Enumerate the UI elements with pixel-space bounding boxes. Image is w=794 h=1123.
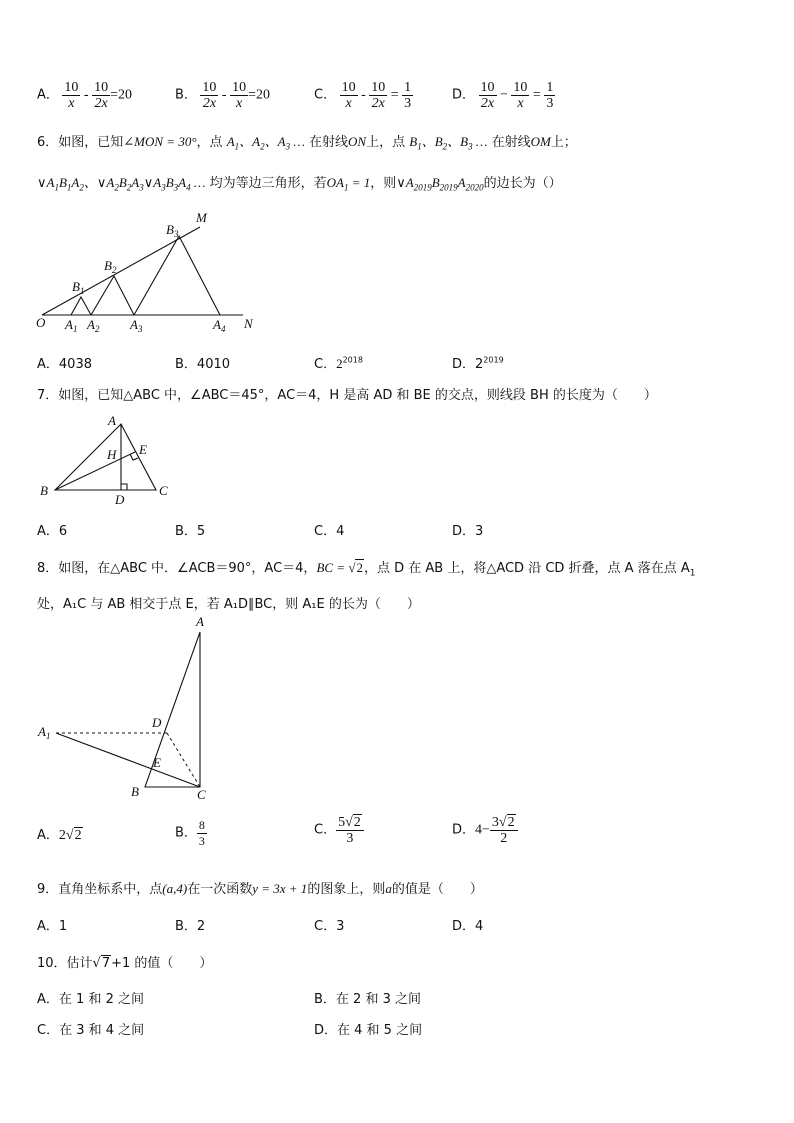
q7-figure [35, 412, 180, 507]
label-D: D [152, 715, 162, 730]
q8-stem-line2: 处，A₁C 与 AB 相交于点 E，若 A₁D∥BC，则 A₁E 的长为（ ） [37, 597, 420, 612]
label-A2: $A_2$ [87, 317, 100, 334]
label-A1: $A_1$ [65, 317, 78, 334]
label-A1: $A_1$ [38, 724, 51, 741]
q10-option-d: D．在 4 和 5 之间 [314, 1023, 423, 1038]
label-A4: $A_4$ [213, 317, 226, 334]
label-C: C [159, 483, 168, 498]
q8-option-b: B． $\frac{8}{3}$ [175, 818, 205, 848]
label-A: A [108, 413, 116, 428]
q10-option-c: C．在 3 和 4 之间 [37, 1023, 145, 1038]
q7-stem: 7．如图，已知△ABC 中，∠ABC＝45°，AC＝4，H 是高 AD 和 BE 的交点，则线段 BH 的长度为（ ） [37, 388, 657, 403]
q8-option-c: C． $\frac{5√2}{3}$ [314, 815, 364, 846]
q6-option-d: D．$2^{2019}$ [452, 355, 504, 372]
q5-option-c: C． $\frac{10}{x}$ - $\frac{10}{2x}$ = $\frac{1}{3}$ [314, 80, 412, 111]
label-B1: $B_1$ [72, 279, 85, 296]
q10-option-b: B．在 2 和 3 之间 [314, 992, 421, 1007]
label-C: C [197, 787, 206, 802]
q6-option-a: A．4038 [37, 357, 92, 372]
q9-stem: 9．直角坐标系中，点(a,4)在一次函数y = 3x + 1的图象上，则a的值是（ ） [37, 881, 483, 897]
q6-stem-line1: 6．如图，已知∠MON = 30°，点 $A_1$、$A_2$、$A_3$ … 在射线ON上，点 $B_1$、$B_2$、$B_3$ … 在射线OM上； [37, 134, 577, 152]
label-D: D [115, 492, 125, 507]
label-A3: $A_3$ [130, 317, 143, 334]
label-B2: $B_2$ [104, 258, 117, 275]
q10-stem: 10．估计√7+1 的值（ ） [37, 956, 213, 971]
label-O: O [36, 315, 46, 330]
label-B: B [131, 784, 139, 799]
q7-option-c: C．4 [314, 524, 345, 539]
label-B3: $B_3$ [166, 222, 179, 239]
label-M: M [196, 210, 207, 225]
q5-option-b: B． $\frac{10}{2x}$ - $\frac{10}{x}$ =20 [175, 80, 270, 111]
q9-option-a: A．1 [37, 919, 68, 934]
q6-stem-line2: $\vee A_1B_1A_2$、$\vee A_2B_2A_3\vee A_3B_3A_4$ … 均为等边三角形，若$OA_1 = 1$，则$\vee A_{2019}B_{2019}A_{2020}$的边长为（） [37, 175, 562, 193]
label-N: N [244, 316, 253, 331]
q8-stem-line1: 8．如图，在△ABC 中．∠ACB＝90°，AC＝4，BC = √2，点 D 在 AB 上，将△ACD 沿 CD 折叠，点 A 落在点 $A_1$ [37, 560, 696, 579]
q9-option-b: B．2 [175, 919, 206, 934]
q9-option-d: D．4 [452, 919, 484, 934]
q6-option-b: B．4010 [175, 357, 231, 372]
q5-option-d: D． $\frac{10}{2x}$ − $\frac{10}{x}$ = $\frac{1}{3}$ [452, 80, 554, 111]
q6-option-c: C．$2^{2018}$ [314, 355, 363, 372]
label-A: A [196, 614, 204, 629]
q7-option-b: B．5 [175, 524, 206, 539]
label-E: E [153, 755, 161, 770]
label-H: H [107, 447, 117, 462]
label-B: B [40, 483, 48, 498]
q7-option-a: A．6 [37, 524, 68, 539]
q8-option-a: A．2√2 [37, 828, 82, 843]
q8-option-d: D．4− $\frac{3√2}{2}$ [452, 815, 518, 846]
q9-option-c: C．3 [314, 919, 345, 934]
q8-figure [30, 612, 220, 807]
q5-option-a: A． $\frac{10}{x}$ - $\frac{10}{2x}$ =20 [37, 80, 132, 111]
q7-option-d: D．3 [452, 524, 484, 539]
q6-figure [30, 205, 270, 340]
q10-option-a: A．在 1 和 2 之间 [37, 992, 144, 1007]
label-E: E [139, 442, 147, 457]
